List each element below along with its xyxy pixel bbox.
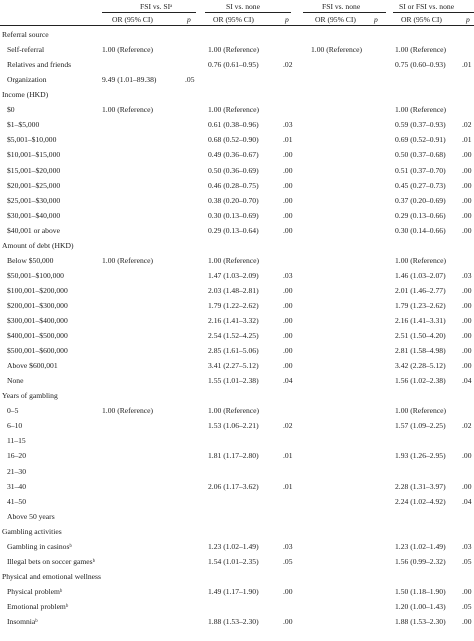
or-ci-cell: 9.49 (1.01–89.38): [102, 75, 157, 85]
or-ci-cell: 0.37 (0.20–0.69): [395, 195, 446, 205]
p-value-cell: .03: [283, 270, 293, 280]
p-value-cell: .00: [283, 331, 293, 340]
row-label: 41–50: [7, 496, 26, 506]
or-ci-cell: 1.55 (1.01–2.38): [208, 376, 259, 386]
p-value-cell: .02: [283, 60, 293, 70]
or-ci-cell: 1.00 (Reference): [208, 255, 260, 265]
or-ci-cell: 1.00 (Reference): [102, 105, 154, 115]
col-p-4: p: [466, 15, 470, 24]
row-label: Organization: [7, 75, 47, 85]
or-ci-cell: 0.50 (0.37–0.68): [395, 150, 446, 160]
col-or-ci-2: OR (95% CI): [213, 15, 254, 24]
or-ci-cell: 1.88 (1.53–2.30): [208, 617, 259, 626]
p-value-cell: .00: [283, 300, 293, 310]
table-row: [0, 436, 474, 450]
table-row: [0, 376, 474, 390]
table-row: [0, 150, 474, 164]
row-label: $40,001 or above: [7, 225, 60, 235]
p-value-cell: .00: [462, 195, 472, 205]
row-label: $100,001–$200,000: [7, 285, 68, 295]
or-ci-cell: 1.00 (Reference): [395, 45, 447, 54]
or-ci-cell: 0.76 (0.61–0.95): [208, 60, 259, 70]
p-value-cell: .00: [462, 481, 472, 491]
col-or-ci-1: OR (95% CI): [112, 15, 153, 24]
col-or-ci-4: OR (95% CI): [401, 15, 442, 24]
or-ci-cell: 1.79 (1.22–2.62): [208, 300, 259, 310]
or-ci-cell: 2.06 (1.17–3.62): [208, 481, 259, 491]
p-value-cell: .00: [462, 210, 472, 220]
table-row: [0, 316, 474, 330]
table-row: [0, 497, 474, 511]
or-ci-cell: 1.00 (Reference): [395, 406, 447, 416]
or-ci-cell: 0.38 (0.20–0.70): [208, 195, 259, 205]
table-row: [0, 211, 474, 225]
or-ci-cell: 1.23 (1.02–1.49): [395, 541, 446, 551]
p-value-cell: .00: [283, 586, 293, 596]
p-value-cell: .00: [283, 285, 293, 295]
p-value-cell: .01: [283, 451, 293, 461]
row-label: $5,001–$10,000: [7, 135, 57, 145]
p-value-cell: .02: [462, 120, 472, 130]
row-label: Illegal bets on soccer gamesᵇ: [7, 556, 95, 566]
or-ci-cell: 2.16 (1.41–3.31): [395, 315, 446, 325]
row-label: 31–40: [7, 481, 26, 491]
or-ci-cell: 1.00 (Reference): [102, 45, 154, 54]
or-ci-cell: 1.93 (1.26–2.95): [395, 451, 446, 461]
col-or-ci-3: OR (95% CI): [315, 15, 356, 24]
or-ci-cell: 0.46 (0.28–0.75): [208, 180, 259, 190]
or-ci-cell: 2.54 (1.52–4.25): [208, 331, 259, 340]
or-ci-cell: 1.49 (1.17–1.90): [208, 586, 259, 596]
table-row: [0, 467, 474, 481]
col-p-1: p: [187, 15, 191, 24]
row-label: $400,001–$500,000: [7, 331, 68, 340]
p-value-cell: .03: [283, 541, 293, 551]
p-value-cell: .00: [462, 165, 472, 175]
table-row: [0, 45, 474, 59]
or-ci-cell: 1.00 (Reference): [102, 255, 154, 265]
row-label: $50,001–$100,000: [7, 270, 64, 280]
p-value-cell: .05: [185, 75, 195, 85]
row-label: $300,001–$400,000: [7, 315, 68, 325]
group-header-si-vs-none: SI vs. none: [226, 2, 260, 11]
p-value-cell: .00: [462, 586, 472, 596]
p-value-cell: .00: [462, 331, 472, 340]
p-value-cell: .01: [462, 135, 472, 145]
section-label: Referral source: [2, 30, 49, 39]
or-ci-cell: 1.79 (1.23–2.62): [395, 300, 446, 310]
or-ci-cell: 1.47 (1.03–2.09): [208, 270, 259, 280]
or-ci-cell: 0.69 (0.52–0.91): [395, 135, 446, 145]
row-label: $200,001–$300,000: [7, 300, 68, 310]
p-value-cell: .03: [283, 120, 293, 130]
or-ci-cell: 1.00 (Reference): [208, 45, 260, 54]
p-value-cell: .02: [462, 421, 472, 431]
or-ci-cell: 2.81 (1.58–4.98): [395, 346, 446, 356]
or-ci-cell: 0.49 (0.36–0.67): [208, 150, 259, 160]
row-label: 0–5: [7, 406, 19, 416]
group-header-rule: [303, 12, 386, 13]
or-ci-cell: 1.00 (Reference): [311, 45, 363, 54]
row-label: Physical problemᵇ: [7, 586, 63, 596]
table-row: [0, 181, 474, 195]
p-value-cell: .00: [462, 285, 472, 295]
or-ci-cell: 2.03 (1.48–2.81): [208, 285, 259, 295]
table-row: [0, 75, 474, 89]
row-label: Below $50,000: [7, 255, 54, 265]
p-value-cell: .00: [462, 315, 472, 325]
or-ci-cell: 1.56 (0.99–2.32): [395, 556, 446, 566]
row-label: $500,001–$600,000: [7, 346, 68, 356]
table-row: [0, 256, 474, 270]
row-label: 21–30: [7, 466, 26, 476]
p-value-cell: .00: [283, 180, 293, 190]
section-header-row: [0, 572, 474, 586]
section-header-row: [0, 241, 474, 255]
section-label: Years of gambling: [2, 391, 58, 401]
p-value-cell: .02: [283, 421, 293, 431]
p-value-cell: .01: [283, 135, 293, 145]
table-row: [0, 286, 474, 300]
or-ci-cell: 0.68 (0.52–0.90): [208, 135, 259, 145]
row-label: 6–10: [7, 421, 23, 431]
row-label: $20,001–$25,000: [7, 180, 61, 190]
or-ci-cell: 2.24 (1.02–4.92): [395, 496, 446, 506]
p-value-cell: .04: [462, 376, 472, 386]
section-header-row: [0, 527, 474, 541]
table-row: [0, 196, 474, 210]
or-ci-cell: 2.51 (1.50–4.20): [395, 331, 446, 340]
or-ci-cell: 0.29 (0.13–0.66): [395, 210, 446, 220]
p-value-cell: .05: [462, 601, 472, 611]
table-row: [0, 166, 474, 180]
or-ci-cell: 1.56 (1.02–2.38): [395, 376, 446, 386]
p-value-cell: .05: [462, 556, 472, 566]
p-value-cell: .00: [283, 346, 293, 356]
row-label: Relatives and friends: [7, 60, 72, 70]
table-row: [0, 406, 474, 420]
or-ci-cell: 1.23 (1.02–1.49): [208, 541, 259, 551]
table-row: [0, 602, 474, 616]
p-value-cell: .00: [462, 225, 472, 235]
section-header-row: [0, 391, 474, 405]
p-value-cell: .03: [462, 270, 472, 280]
p-value-cell: .00: [283, 210, 293, 220]
row-label: Gambling in casinosᵇ: [7, 541, 72, 551]
row-label: 11–15: [7, 436, 26, 446]
or-ci-cell: 1.54 (1.01–2.35): [208, 556, 259, 566]
or-ci-cell: 1.57 (1.09–2.25): [395, 421, 446, 431]
or-ci-cell: 0.30 (0.14–0.66): [395, 225, 446, 235]
row-label: Insomniaᵇ: [7, 617, 38, 626]
or-ci-cell: 1.00 (Reference): [208, 105, 260, 115]
or-ci-cell: 1.53 (1.06–2.21): [208, 421, 259, 431]
row-label: $15,001–$20,000: [7, 165, 61, 175]
table-row: [0, 120, 474, 134]
table-row: [0, 361, 474, 375]
row-label: Emotional problemᵇ: [7, 601, 69, 611]
section-label: Gambling activities: [2, 526, 62, 536]
row-label: $1–$5,000: [7, 120, 40, 130]
row-label: $0: [7, 105, 15, 115]
or-ci-cell: 1.81 (1.17–2.80): [208, 451, 259, 461]
group-header-fsi-vs-si: FSI vs. SIᵃ: [140, 2, 173, 11]
p-value-cell: .00: [462, 150, 472, 160]
p-value-cell: .00: [462, 617, 472, 626]
table-row: [0, 226, 474, 240]
table-row: [0, 542, 474, 556]
p-value-cell: .00: [462, 346, 472, 356]
or-ci-cell: 2.01 (1.46–2.77): [395, 285, 446, 295]
group-header-rule: [102, 12, 196, 13]
p-value-cell: .01: [462, 60, 472, 70]
or-ci-cell: 3.41 (2.27–5.12): [208, 361, 259, 371]
or-ci-cell: 0.50 (0.36–0.69): [208, 165, 259, 175]
or-ci-cell: 0.59 (0.37–0.93): [395, 120, 446, 130]
p-value-cell: .00: [283, 225, 293, 235]
or-ci-cell: 3.42 (2.28–5.12): [395, 361, 446, 371]
row-label: None: [7, 376, 24, 386]
or-ci-cell: 0.75 (0.60–0.93): [395, 60, 446, 70]
table-row: [0, 421, 474, 435]
section-label: Amount of debt (HKD): [2, 240, 74, 250]
table-row: [0, 301, 474, 315]
p-value-cell: .05: [283, 556, 293, 566]
p-value-cell: .00: [462, 180, 472, 190]
row-label: $10,001–$15,000: [7, 150, 61, 160]
table-row: [0, 557, 474, 571]
table-row: [0, 482, 474, 496]
p-value-cell: .00: [283, 195, 293, 205]
group-header-rule: [393, 12, 474, 13]
table-row: [0, 451, 474, 465]
group-header-si-or-fsi-vs-none: SI or FSI vs. none: [399, 2, 455, 11]
col-p-3: p: [374, 15, 378, 24]
p-value-cell: .00: [462, 361, 472, 371]
section-header-row: [0, 90, 474, 104]
table-row: [0, 346, 474, 360]
table-row: [0, 271, 474, 285]
or-ci-cell: 1.00 (Reference): [395, 105, 447, 115]
or-ci-cell: 1.46 (1.03–2.07): [395, 270, 446, 280]
group-header-fsi-vs-none: FSI vs. none: [322, 2, 361, 11]
p-value-cell: .00: [462, 300, 472, 310]
row-label: $25,001–$30,000: [7, 195, 61, 205]
or-ci-cell: 0.29 (0.13–0.64): [208, 225, 259, 235]
or-ci-cell: 0.61 (0.38–0.96): [208, 120, 259, 130]
section-label: Physical and emotional wellness: [2, 571, 101, 581]
row-label: Above 50 years: [7, 511, 55, 521]
or-ci-cell: 0.30 (0.13–0.69): [208, 210, 259, 220]
or-ci-cell: 1.00 (Reference): [208, 406, 260, 416]
or-ci-cell: 0.51 (0.37–0.70): [395, 165, 446, 175]
or-ci-cell: 1.20 (1.00–1.43): [395, 601, 446, 611]
or-ci-cell: 2.16 (1.41–3.32): [208, 315, 259, 325]
p-value-cell: .01: [283, 481, 293, 491]
row-label: $30,001–$40,000: [7, 210, 61, 220]
table-row: [0, 331, 474, 345]
p-value-cell: .00: [283, 315, 293, 325]
row-label: Self-referral: [7, 45, 45, 54]
or-ci-cell: 0.45 (0.27–0.73): [395, 180, 446, 190]
p-value-cell: .00: [462, 451, 472, 461]
p-value-cell: .00: [283, 150, 293, 160]
table-row: [0, 105, 474, 119]
p-value-cell: .00: [283, 165, 293, 175]
header-bottom-rule: [0, 25, 474, 26]
group-header-rule: [205, 12, 291, 13]
table-row: [0, 135, 474, 149]
row-label: Above $600,001: [7, 361, 58, 371]
row-label: 16–20: [7, 451, 26, 461]
or-ci-cell: 1.00 (Reference): [395, 255, 447, 265]
table-row: [0, 587, 474, 601]
or-ci-cell: 1.00 (Reference): [102, 406, 154, 416]
table-row: [0, 60, 474, 74]
p-value-cell: .00: [283, 617, 293, 626]
table-row: [0, 617, 474, 631]
or-ci-cell: 1.88 (1.53–2.30): [395, 617, 446, 626]
or-ci-cell: 1.50 (1.18–1.90): [395, 586, 446, 596]
section-label: Income (HKD): [2, 90, 49, 100]
or-ci-cell: 2.85 (1.61–5.06): [208, 346, 259, 356]
p-value-cell: .00: [283, 361, 293, 371]
table-row: [0, 512, 474, 526]
p-value-cell: .04: [283, 376, 293, 386]
p-value-cell: .04: [462, 496, 472, 506]
p-value-cell: .03: [462, 541, 472, 551]
section-header-row: [0, 30, 474, 44]
col-p-2: p: [285, 15, 289, 24]
or-ci-cell: 2.28 (1.31–3.97): [395, 481, 446, 491]
